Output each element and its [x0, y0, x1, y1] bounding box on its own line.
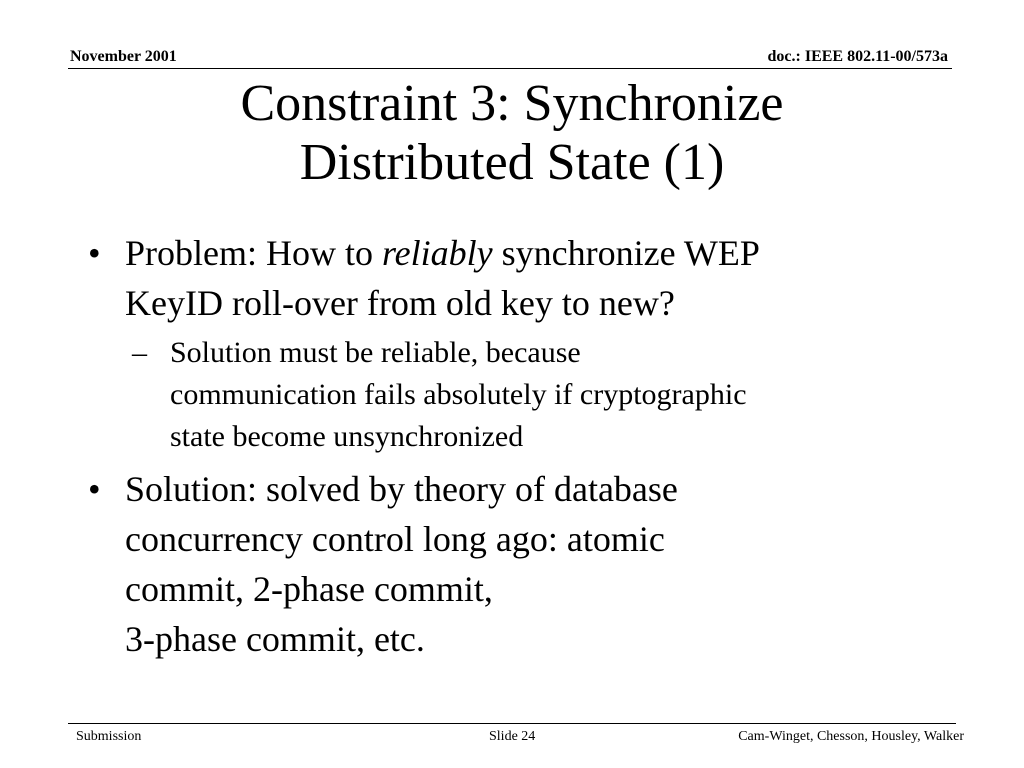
- footer-authors: Cam-Winget, Chesson, Housley, Walker: [738, 729, 964, 744]
- problem-text-pre: Problem: How to: [125, 233, 382, 273]
- sub-bullet-line3: state become unsynchronized: [170, 420, 524, 453]
- footer-divider: [68, 723, 956, 724]
- sub-bullet-solution-reliable: [88, 332, 968, 458]
- footer-submission: Submission: [76, 729, 142, 744]
- slide-title-line2: Distributed State (1): [299, 134, 725, 191]
- problem-text-post: synchronize WEP: [492, 233, 760, 273]
- header-doc-id: doc.: IEEE 802.11-00/573a: [767, 48, 948, 65]
- sub-bullet-line2: communication fails absolutely if cryptographic: [170, 378, 747, 411]
- sub-bullet-line1: Solution must be reliable, because: [170, 336, 581, 369]
- bullet-solution: [88, 464, 968, 664]
- bullet-marker: •: [88, 233, 101, 273]
- bullet-marker: •: [88, 469, 101, 509]
- bullet-solution-line1: Solution: solved by theory of database: [125, 469, 678, 509]
- bullet-solution-line2: concurrency control long ago: atomic: [125, 519, 665, 559]
- problem-emphasis: reliably: [382, 233, 493, 273]
- slide-body: [88, 228, 968, 672]
- footer-slide-number: Slide 24: [489, 729, 536, 744]
- bullet-problem-line1: [125, 228, 968, 278]
- bullet-problem-line2: KeyID roll-over from old key to new?: [125, 283, 675, 323]
- bullet-solution-line3: commit, 2-phase commit,: [125, 569, 493, 609]
- header-divider: [68, 68, 952, 69]
- dash-marker: –: [132, 336, 147, 369]
- bullet-problem: [88, 228, 968, 328]
- slide-title-line1: Constraint 3: Synchronize: [240, 75, 784, 132]
- header-date: November 2001: [70, 48, 177, 65]
- slide-title: [0, 74, 1024, 192]
- bullet-solution-line4: 3-phase commit, etc.: [125, 619, 425, 659]
